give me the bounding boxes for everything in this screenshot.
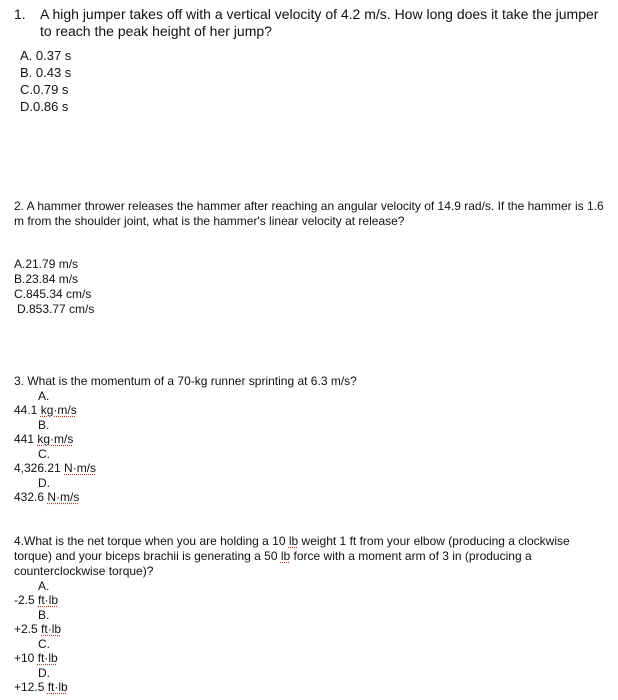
question-1-text: A high jumper takes off with a vertical velocity of 4.2 m/s. How long does it take the jumper to reach the peak height of her jump? bbox=[40, 6, 599, 39]
question-4-option-a-letter: A. bbox=[38, 579, 50, 593]
unit-label: kg·m/s bbox=[37, 432, 74, 446]
question-4-option-c-letter: C. bbox=[38, 637, 50, 651]
question-3-option-b bbox=[14, 432, 606, 447]
unit-label: lb bbox=[280, 549, 291, 563]
question-4-option-b bbox=[14, 622, 606, 637]
unit-label: ft·lb bbox=[47, 680, 68, 694]
option-value: 44.1 bbox=[14, 403, 41, 417]
question-4-option-d-letter: D. bbox=[38, 666, 50, 680]
option-value: -2.5 bbox=[14, 593, 39, 607]
unit-label: N·m/s bbox=[47, 490, 80, 504]
question-3-option-d bbox=[14, 490, 606, 505]
question-1 bbox=[14, 6, 604, 115]
question-4-text bbox=[14, 534, 606, 579]
question-3-option-a-letter: A. bbox=[38, 389, 50, 403]
question-1-option-c: C.0.79 s bbox=[20, 82, 69, 97]
question-2-option-d: D.853.77 cm/s bbox=[17, 302, 95, 316]
question-1-option-b: B. 0.43 s bbox=[20, 65, 72, 80]
unit-label: ft·lb bbox=[38, 593, 59, 607]
question-4 bbox=[14, 534, 606, 695]
question-4-option-b-letter: B. bbox=[38, 608, 50, 622]
question-1-number: 1. bbox=[14, 6, 26, 22]
option-value: +10 bbox=[14, 651, 38, 665]
question-4-option-d bbox=[14, 680, 606, 695]
question-2-option-a: A.21.79 m/s bbox=[14, 257, 79, 271]
question-4-text-part: weight 1 ft from your elbow (producing a clockwise torque) and your biceps brachii is generating a 50 bbox=[14, 534, 570, 563]
option-value: +2.5 bbox=[14, 622, 42, 636]
question-3 bbox=[14, 374, 606, 505]
question-3-option-a bbox=[14, 403, 606, 418]
question-1-option-d: D.0.86 s bbox=[20, 99, 69, 114]
question-2 bbox=[14, 199, 606, 317]
question-1-options bbox=[20, 47, 604, 115]
question-4-text-part: force with a moment arm of 3 in (producing a counterclockwise torque)? bbox=[14, 549, 532, 578]
question-1-stem bbox=[14, 6, 604, 40]
option-value: 441 bbox=[14, 432, 38, 446]
question-2-text: 2. A hammer thrower releases the hammer after reaching an angular velocity of 14.9 rad/s. If the hammer is 1.6 m from the shoulder joint, what is the hammer's linear velocity at release? bbox=[14, 199, 604, 228]
question-3-option-c-letter: C. bbox=[38, 447, 50, 461]
question-3-option-b-letter: B. bbox=[38, 418, 50, 432]
unit-label: lb bbox=[288, 534, 299, 548]
question-1-option-a: A. 0.37 s bbox=[20, 48, 72, 63]
option-value: +12.5 bbox=[14, 680, 48, 694]
question-2-options bbox=[14, 257, 606, 317]
question-3-text: 3. What is the momentum of a 70-kg runner sprinting at 6.3 m/s? bbox=[14, 374, 357, 388]
option-value: 4,326.21 bbox=[14, 461, 65, 475]
question-3-option-c bbox=[14, 461, 606, 476]
question-2-option-b: B.23.84 m/s bbox=[14, 272, 79, 286]
question-4-option-c bbox=[14, 651, 606, 666]
question-3-option-d-letter: D. bbox=[38, 476, 50, 490]
unit-label: ft·lb bbox=[37, 651, 58, 665]
option-value: 432.6 bbox=[14, 490, 48, 504]
unit-label: ft·lb bbox=[41, 622, 62, 636]
unit-label: N·m/s bbox=[64, 461, 97, 475]
unit-label: kg·m/s bbox=[40, 403, 77, 417]
question-2-option-c: C.845.34 cm/s bbox=[14, 287, 92, 301]
question-4-text-part: 4.What is the net torque when you are holding a 10 bbox=[14, 534, 289, 548]
question-4-option-a bbox=[14, 593, 606, 608]
